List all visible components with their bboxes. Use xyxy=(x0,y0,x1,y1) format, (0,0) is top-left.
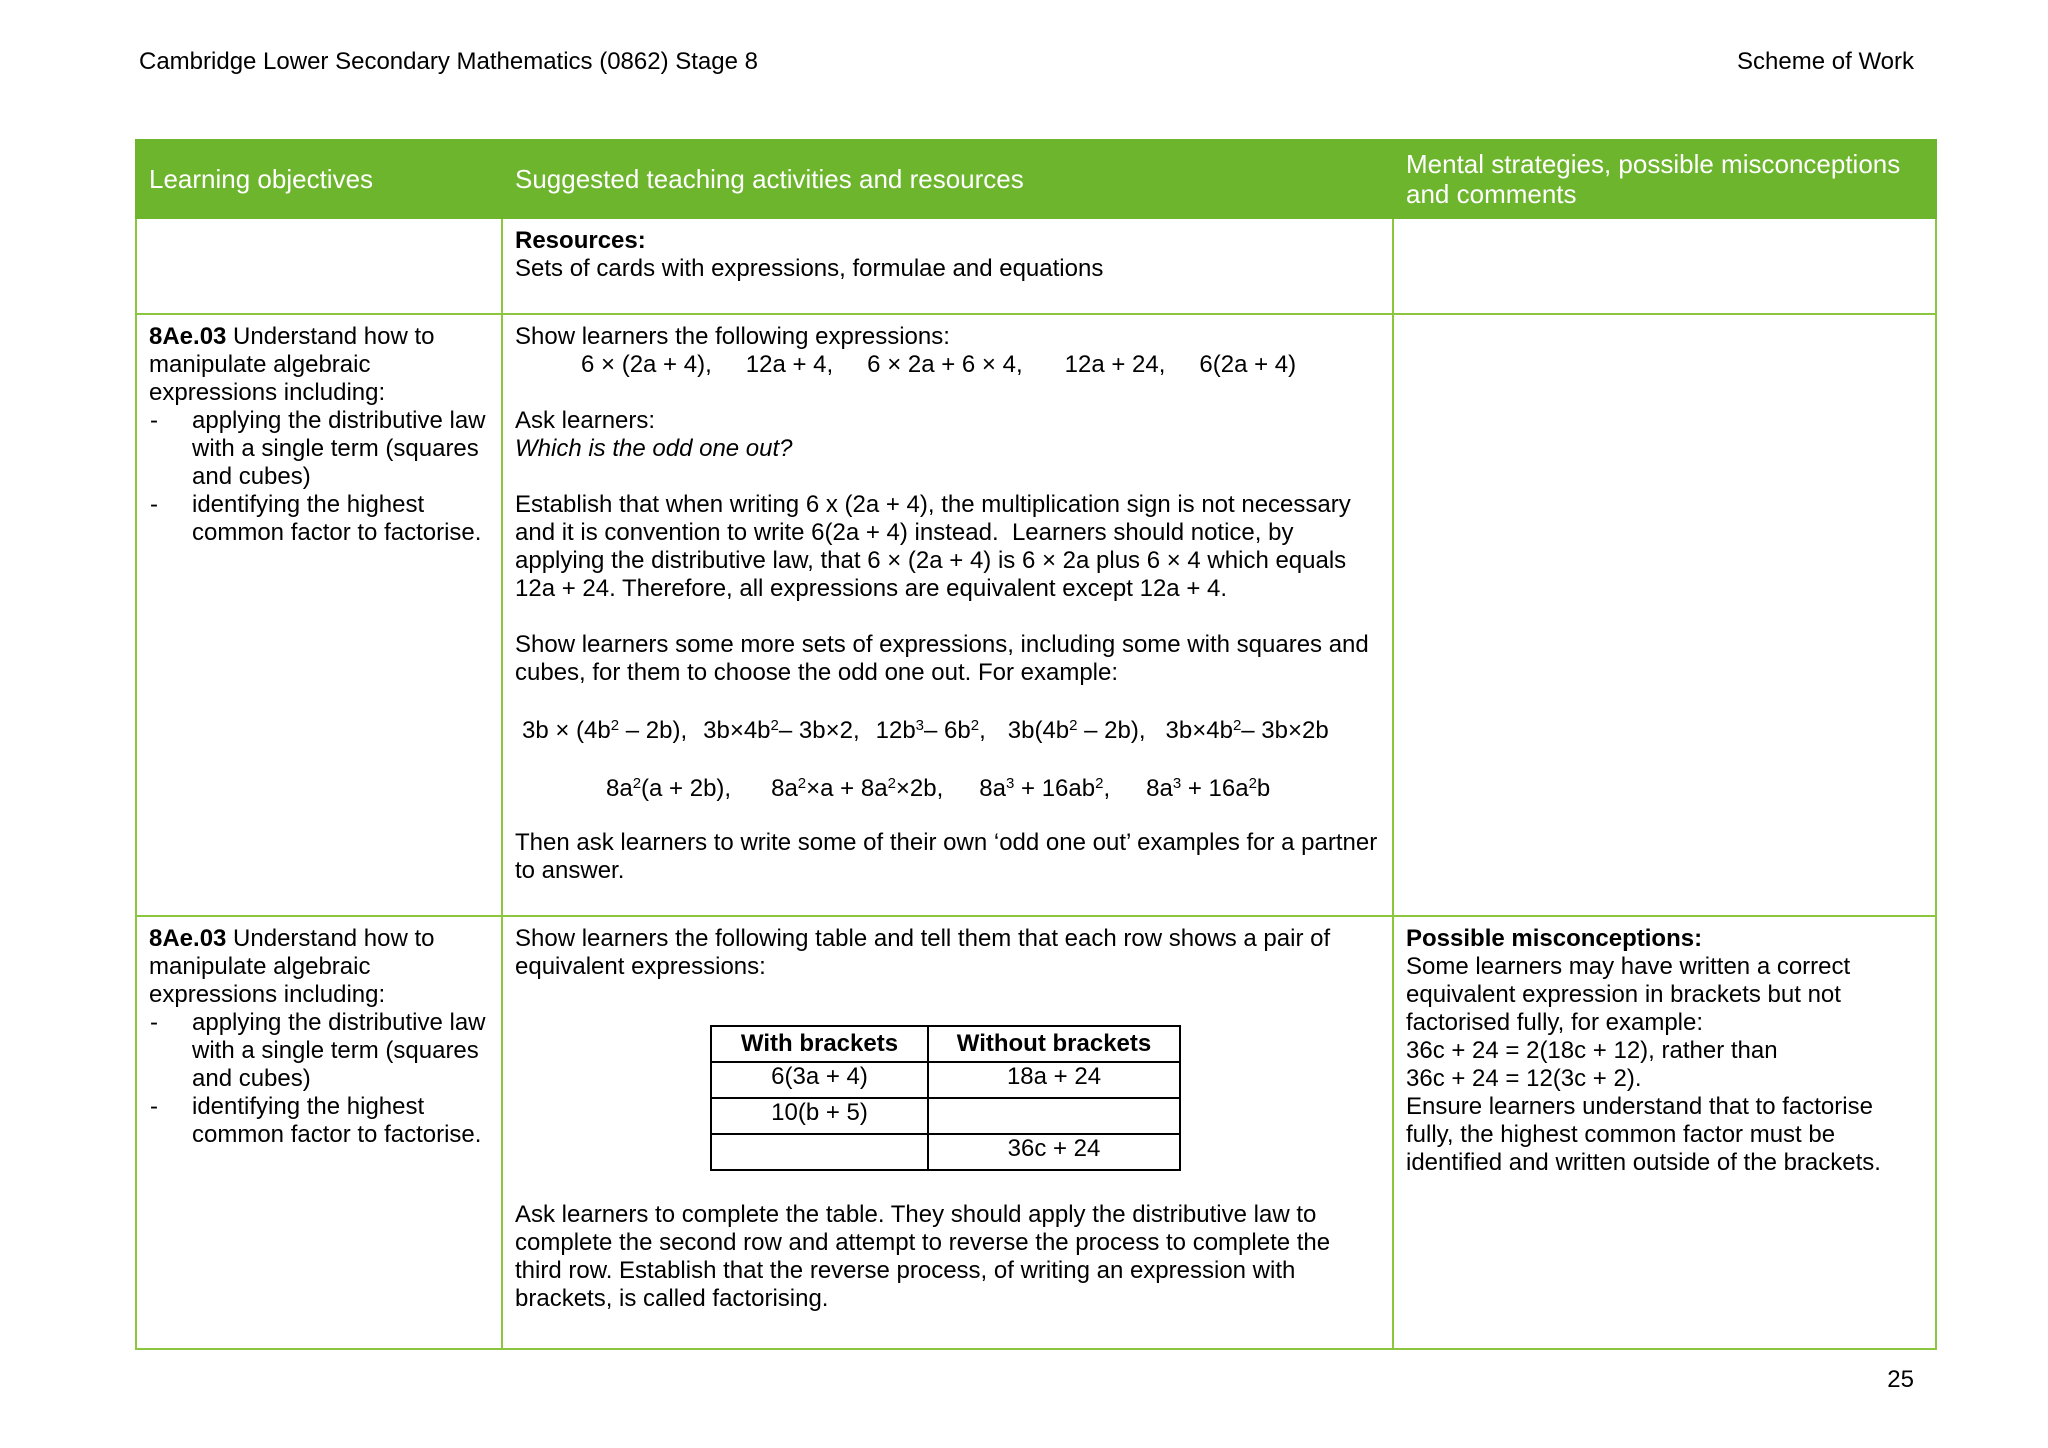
table-row xyxy=(136,218,1936,314)
expression-part: – 2b), xyxy=(619,717,688,744)
table-row xyxy=(711,1134,1180,1170)
expression-part: 8a xyxy=(771,775,798,802)
expression-part: 8a xyxy=(979,775,1006,802)
expression-part: 8a xyxy=(606,775,633,802)
exponent: 3 xyxy=(1172,775,1182,792)
table-cell: 10(b + 5) xyxy=(711,1098,928,1134)
expression-set-2 xyxy=(515,775,1380,803)
exponent: 2 xyxy=(610,717,620,734)
ensure-text: Ensure learners understand that to factorise fully, the highest common factor must be identified and written outside of the brackets. xyxy=(1406,1093,1881,1176)
misconceptions-text: Some learners may have written a correct equivalent expression in brackets but not factorised fully, for example: xyxy=(1406,953,1857,1036)
activities-cell xyxy=(502,314,1393,916)
expression: 12a + 24, xyxy=(1064,351,1166,378)
expression-part: ×2b, xyxy=(895,775,944,802)
exponent: 2 xyxy=(632,775,642,792)
correct-example: 36c + 24 = 12(3c + 2). xyxy=(1406,1065,1642,1092)
expression-part: 3b×4b xyxy=(703,717,771,744)
inner-header-with-brackets: With brackets xyxy=(711,1026,928,1062)
inner-header-without-brackets: Without brackets xyxy=(928,1026,1180,1062)
after-table-text: Ask learners to complete the table. They should apply the distributive law to complete the second row and attempt to reverse the process to complete the third row. Establish that the reverse process, of writing an expression with brackets, is called factorising. xyxy=(515,1201,1337,1312)
objective-bullets xyxy=(149,1009,489,1149)
expression-part: , xyxy=(1103,775,1111,802)
column-header-comments: Mental strategies, possible misconceptions and comments xyxy=(1393,140,1936,218)
table-cell: 6(3a + 4) xyxy=(711,1062,928,1098)
expression: 6 × (2a + 4), xyxy=(581,351,712,378)
misconception-example: 36c + 24 = 2(18c + 12), rather than xyxy=(1406,1037,1778,1064)
exponent: 3 xyxy=(1006,775,1015,792)
table-row xyxy=(136,314,1936,916)
expression-part: , xyxy=(979,717,986,744)
objective-bullet: - identifying the highest common factor to factorise. xyxy=(149,1093,489,1149)
expression: 6 × 2a + 6 × 4, xyxy=(867,351,1023,378)
objective-cell xyxy=(136,314,502,916)
expression-part: ×a + 8a xyxy=(806,775,888,802)
expression-part: – 6b xyxy=(924,717,971,744)
expression-part: 3b × (4b xyxy=(522,717,611,744)
ask-learners: Ask learners: xyxy=(515,407,656,434)
expression-part: 8a xyxy=(1146,775,1173,802)
expression-part: 3b(4b xyxy=(1007,717,1070,744)
expression-part: + 16ab xyxy=(1014,775,1096,802)
exponent: 2 xyxy=(887,775,896,792)
exponent: 2 xyxy=(1069,717,1078,734)
table-cell: 36c + 24 xyxy=(928,1134,1180,1170)
objective-description: Understand how to manipulate algebraic expressions including: xyxy=(149,323,442,406)
exponent: 2 xyxy=(1248,775,1257,792)
exponent: 2 xyxy=(1232,717,1242,734)
objective-cell xyxy=(136,218,502,314)
exponent: 2 xyxy=(970,717,980,734)
then-text: Then ask learners to write some of their own ‘odd one out’ examples for a partner to answer. xyxy=(515,829,1384,884)
more-sets-text: Show learners some more sets of expressions, including some with squares and cubes, for them to choose the odd one out. For example: xyxy=(515,631,1376,686)
expression: 6(2a + 4) xyxy=(1199,351,1297,378)
expression-part: – 3b×2b xyxy=(1241,717,1329,744)
question: Which is the odd one out? xyxy=(515,435,793,462)
inner-header-row xyxy=(711,1026,1180,1062)
objective-bullet: - applying the distributive law with a single term (squares and cubes) xyxy=(149,1009,489,1093)
establish-text: Establish that when writing 6 x (2a + 4), the multiplication sign is not necessary and it is convention to write 6(2a + 4) instead. Learners should notice, by applying the distributive law, that 6 × (2a + 4) is 6 × 2a plus 6 × 4 which equals 12a + 24. Therefore, all expressions are equivalent except 12a + 4. xyxy=(515,491,1358,602)
column-header-activities: Suggested teaching activities and resources xyxy=(502,140,1393,218)
expression-part: – 3b×2, xyxy=(778,717,860,744)
comments-cell xyxy=(1393,916,1936,1349)
objective-text xyxy=(149,323,489,407)
expression-part: + 16a xyxy=(1181,775,1249,802)
objective-bullet: - identifying the highest common factor to factorise. xyxy=(149,491,489,547)
activities-cell xyxy=(502,218,1393,314)
exponent: 2 xyxy=(1095,775,1104,792)
objective-description: Understand how to manipulate algebraic expressions including: xyxy=(149,925,442,1008)
table-cell xyxy=(928,1098,1180,1134)
objective-code: 8Ae.03 xyxy=(149,323,227,350)
document-title: Cambridge Lower Secondary Mathematics (0862) Stage 8 xyxy=(139,48,758,75)
expression: 12a + 4, xyxy=(745,351,834,378)
equivalent-expressions-table xyxy=(710,1025,1181,1171)
resources-heading: Resources: xyxy=(515,227,646,254)
expression-part: b xyxy=(1256,775,1271,802)
comments-cell xyxy=(1393,218,1936,314)
scheme-of-work-table xyxy=(135,139,1937,1350)
resources-text: Sets of cards with expressions, formulae and equations xyxy=(515,255,1104,282)
objective-bullets xyxy=(149,407,489,547)
objective-cell xyxy=(136,916,502,1349)
activities-cell xyxy=(502,916,1393,1349)
column-header-objectives: Learning objectives xyxy=(136,140,502,218)
comments-cell xyxy=(1393,314,1936,916)
activity-intro: Show learners the following expressions: xyxy=(515,323,950,350)
objective-text xyxy=(149,925,489,1009)
misconceptions-heading: Possible misconceptions: xyxy=(1406,925,1703,952)
expression-part: 12b xyxy=(875,717,916,744)
document-type: Scheme of Work xyxy=(1737,48,1914,75)
expression-part: – 2b), xyxy=(1077,717,1146,744)
table-header-row xyxy=(136,140,1936,218)
table-row xyxy=(711,1062,1180,1098)
expression-list xyxy=(515,351,1380,379)
objective-code: 8Ae.03 xyxy=(149,925,227,952)
expression-part: 3b×4b xyxy=(1165,717,1233,744)
table-cell: 18a + 24 xyxy=(928,1062,1180,1098)
table-row xyxy=(136,916,1936,1349)
exponent: 3 xyxy=(915,717,925,734)
objective-bullet: - applying the distributive law with a single term (squares and cubes) xyxy=(149,407,489,491)
table-cell xyxy=(711,1134,928,1170)
table-row xyxy=(711,1098,1180,1134)
exponent: 2 xyxy=(797,775,807,792)
page-number: 25 xyxy=(1887,1366,1914,1393)
expression-part: (a + 2b), xyxy=(641,775,732,802)
activity-intro: Show learners the following table and tell them that each row shows a pair of equivalent expressions: xyxy=(515,925,1337,980)
exponent: 2 xyxy=(770,717,779,734)
expression-set-1 xyxy=(515,717,1380,745)
